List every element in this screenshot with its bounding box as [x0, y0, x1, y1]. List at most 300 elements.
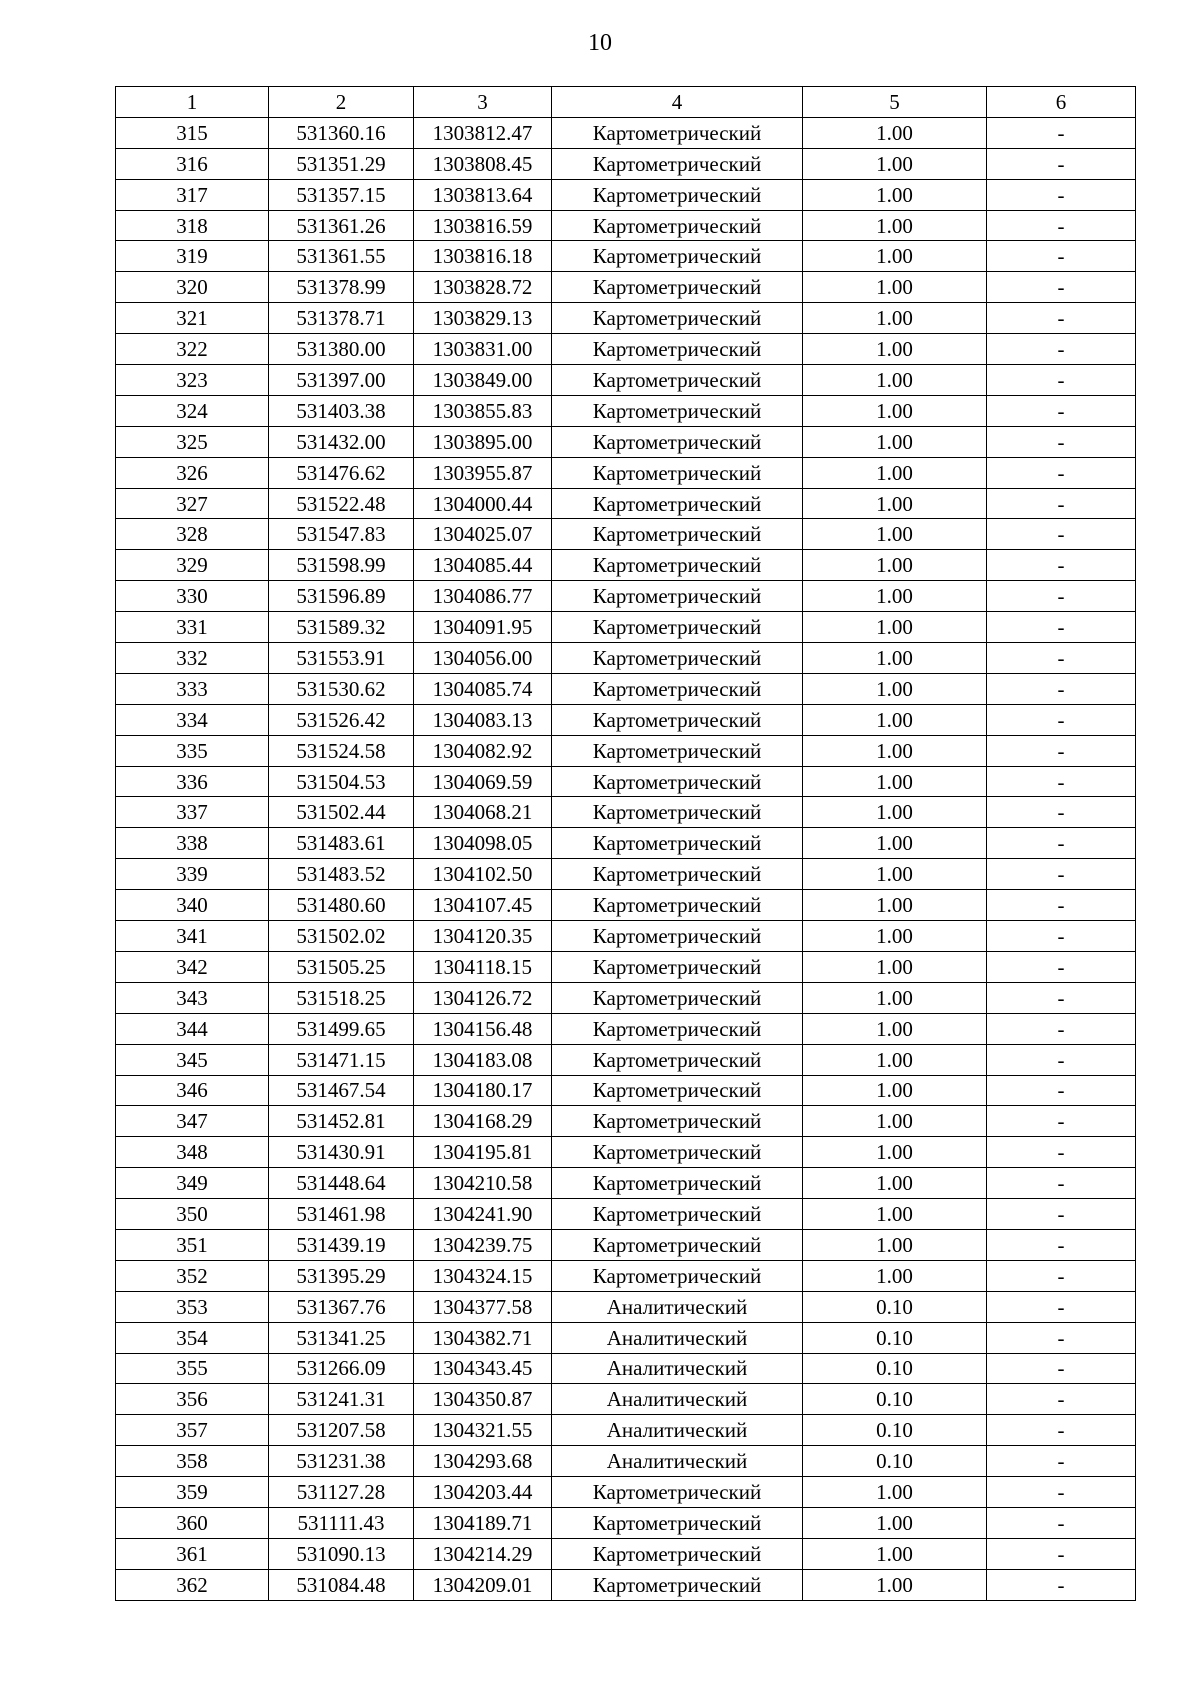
- x-coordinate-cell: 531483.52: [269, 859, 414, 890]
- description-cell: -: [987, 859, 1136, 890]
- accuracy-cell: 1.00: [803, 117, 987, 148]
- accuracy-cell: 1.00: [803, 612, 987, 643]
- table-row: [116, 1291, 1136, 1322]
- point-number-cell: 347: [116, 1106, 269, 1137]
- accuracy-cell: 1.00: [803, 426, 987, 457]
- point-number-cell: 335: [116, 735, 269, 766]
- table-row: [116, 365, 1136, 396]
- point-number-cell: 334: [116, 704, 269, 735]
- x-coordinate-cell: 531361.26: [269, 210, 414, 241]
- y-coordinate-cell: 1304085.74: [414, 673, 552, 704]
- accuracy-cell: 1.00: [803, 1569, 987, 1600]
- description-cell: -: [987, 272, 1136, 303]
- method-cell: Картометрический: [552, 1137, 803, 1168]
- x-coordinate-cell: 531530.62: [269, 673, 414, 704]
- x-coordinate-cell: 531499.65: [269, 1013, 414, 1044]
- point-number-cell: 346: [116, 1075, 269, 1106]
- point-number-cell: 318: [116, 210, 269, 241]
- x-coordinate-cell: 531360.16: [269, 117, 414, 148]
- accuracy-cell: 1.00: [803, 797, 987, 828]
- description-cell: -: [987, 982, 1136, 1013]
- table-row: [116, 766, 1136, 797]
- x-coordinate-cell: 531378.71: [269, 303, 414, 334]
- x-coordinate-cell: 531266.09: [269, 1353, 414, 1384]
- x-coordinate-cell: 531378.99: [269, 272, 414, 303]
- method-cell: Картометрический: [552, 828, 803, 859]
- accuracy-cell: 1.00: [803, 303, 987, 334]
- method-cell: Картометрический: [552, 303, 803, 334]
- description-cell: -: [987, 673, 1136, 704]
- accuracy-cell: 1.00: [803, 148, 987, 179]
- description-cell: -: [987, 1106, 1136, 1137]
- method-cell: Аналитический: [552, 1322, 803, 1353]
- accuracy-cell: 1.00: [803, 550, 987, 581]
- description-cell: -: [987, 395, 1136, 426]
- table-row: [116, 828, 1136, 859]
- description-cell: -: [987, 519, 1136, 550]
- point-number-cell: 326: [116, 457, 269, 488]
- y-coordinate-cell: 1303813.64: [414, 179, 552, 210]
- accuracy-cell: 1.00: [803, 1199, 987, 1230]
- method-cell: Картометрический: [552, 365, 803, 396]
- point-number-cell: 362: [116, 1569, 269, 1600]
- point-number-cell: 353: [116, 1291, 269, 1322]
- table-row: [116, 117, 1136, 148]
- y-coordinate-cell: 1304209.01: [414, 1569, 552, 1600]
- y-coordinate-cell: 1304210.58: [414, 1168, 552, 1199]
- x-coordinate-cell: 531547.83: [269, 519, 414, 550]
- point-number-cell: 339: [116, 859, 269, 890]
- y-coordinate-cell: 1304091.95: [414, 612, 552, 643]
- table-row: [116, 426, 1136, 457]
- table-row: [116, 1199, 1136, 1230]
- table-row: [116, 643, 1136, 674]
- point-number-cell: 325: [116, 426, 269, 457]
- description-cell: -: [987, 1291, 1136, 1322]
- y-coordinate-cell: 1304102.50: [414, 859, 552, 890]
- x-coordinate-cell: 531504.53: [269, 766, 414, 797]
- table-row: [116, 179, 1136, 210]
- description-cell: -: [987, 148, 1136, 179]
- x-coordinate-cell: 531397.00: [269, 365, 414, 396]
- method-cell: Картометрический: [552, 426, 803, 457]
- x-coordinate-cell: 531090.13: [269, 1538, 414, 1569]
- method-cell: Картометрический: [552, 643, 803, 674]
- point-number-cell: 331: [116, 612, 269, 643]
- y-coordinate-cell: 1303812.47: [414, 117, 552, 148]
- table-row: [116, 1229, 1136, 1260]
- accuracy-cell: 0.10: [803, 1415, 987, 1446]
- accuracy-cell: 1.00: [803, 210, 987, 241]
- table-row: [116, 1538, 1136, 1569]
- y-coordinate-cell: 1304203.44: [414, 1477, 552, 1508]
- y-coordinate-cell: 1304107.45: [414, 890, 552, 921]
- point-number-cell: 340: [116, 890, 269, 921]
- description-cell: -: [987, 210, 1136, 241]
- method-cell: Картометрический: [552, 457, 803, 488]
- table-row: [116, 982, 1136, 1013]
- y-coordinate-cell: 1304180.17: [414, 1075, 552, 1106]
- accuracy-cell: 1.00: [803, 735, 987, 766]
- accuracy-cell: 1.00: [803, 1013, 987, 1044]
- y-coordinate-cell: 1304083.13: [414, 704, 552, 735]
- description-cell: -: [987, 1384, 1136, 1415]
- method-cell: Картометрический: [552, 334, 803, 365]
- y-coordinate-cell: 1304382.71: [414, 1322, 552, 1353]
- x-coordinate-cell: 531480.60: [269, 890, 414, 921]
- y-coordinate-cell: 1304343.45: [414, 1353, 552, 1384]
- table-row: [116, 241, 1136, 272]
- accuracy-cell: 1.00: [803, 1538, 987, 1569]
- table-row: [116, 1477, 1136, 1508]
- table-row: [116, 735, 1136, 766]
- point-number-cell: 337: [116, 797, 269, 828]
- description-cell: -: [987, 612, 1136, 643]
- y-coordinate-cell: 1303828.72: [414, 272, 552, 303]
- x-coordinate-cell: 531502.02: [269, 921, 414, 952]
- method-cell: Картометрический: [552, 766, 803, 797]
- method-cell: Картометрический: [552, 581, 803, 612]
- point-number-cell: 341: [116, 921, 269, 952]
- point-number-cell: 360: [116, 1507, 269, 1538]
- table-row: [116, 1260, 1136, 1291]
- x-coordinate-cell: 531361.55: [269, 241, 414, 272]
- accuracy-cell: 1.00: [803, 179, 987, 210]
- table-row: [116, 951, 1136, 982]
- description-cell: -: [987, 1507, 1136, 1538]
- method-cell: Картометрический: [552, 117, 803, 148]
- accuracy-cell: 1.00: [803, 1260, 987, 1291]
- point-number-cell: 322: [116, 334, 269, 365]
- x-coordinate-cell: 531127.28: [269, 1477, 414, 1508]
- accuracy-cell: 1.00: [803, 581, 987, 612]
- accuracy-cell: 1.00: [803, 457, 987, 488]
- table-row: [116, 1075, 1136, 1106]
- accuracy-cell: 1.00: [803, 859, 987, 890]
- description-cell: -: [987, 1322, 1136, 1353]
- y-coordinate-cell: 1304069.59: [414, 766, 552, 797]
- description-cell: -: [987, 241, 1136, 272]
- coordinates-table: [115, 86, 1136, 1601]
- table-header-row: [116, 87, 1136, 118]
- method-cell: Картометрический: [552, 859, 803, 890]
- point-number-cell: 354: [116, 1322, 269, 1353]
- y-coordinate-cell: 1304293.68: [414, 1446, 552, 1477]
- method-cell: Картометрический: [552, 488, 803, 519]
- y-coordinate-cell: 1303808.45: [414, 148, 552, 179]
- point-number-cell: 329: [116, 550, 269, 581]
- point-number-cell: 349: [116, 1168, 269, 1199]
- accuracy-cell: 1.00: [803, 365, 987, 396]
- point-number-cell: 316: [116, 148, 269, 179]
- method-cell: Аналитический: [552, 1415, 803, 1446]
- description-cell: -: [987, 1353, 1136, 1384]
- description-cell: -: [987, 426, 1136, 457]
- y-coordinate-cell: 1304168.29: [414, 1106, 552, 1137]
- point-number-cell: 342: [116, 951, 269, 982]
- x-coordinate-cell: 531522.48: [269, 488, 414, 519]
- accuracy-cell: 1.00: [803, 334, 987, 365]
- x-coordinate-cell: 531351.29: [269, 148, 414, 179]
- description-cell: -: [987, 1199, 1136, 1230]
- x-coordinate-cell: 531596.89: [269, 581, 414, 612]
- point-number-cell: 320: [116, 272, 269, 303]
- method-cell: Картометрический: [552, 951, 803, 982]
- method-cell: Аналитический: [552, 1384, 803, 1415]
- method-cell: Картометрический: [552, 797, 803, 828]
- description-cell: -: [987, 179, 1136, 210]
- method-cell: Картометрический: [552, 148, 803, 179]
- description-cell: -: [987, 951, 1136, 982]
- table-row: [116, 1168, 1136, 1199]
- accuracy-cell: 0.10: [803, 1384, 987, 1415]
- description-cell: -: [987, 1260, 1136, 1291]
- point-number-cell: 317: [116, 179, 269, 210]
- point-number-cell: 348: [116, 1137, 269, 1168]
- accuracy-cell: 1.00: [803, 1229, 987, 1260]
- accuracy-cell: 1.00: [803, 1137, 987, 1168]
- description-cell: -: [987, 1415, 1136, 1446]
- method-cell: Картометрический: [552, 1013, 803, 1044]
- method-cell: Картометрический: [552, 1477, 803, 1508]
- x-coordinate-cell: 531357.15: [269, 179, 414, 210]
- column-header: 1: [116, 87, 269, 118]
- x-coordinate-cell: 531430.91: [269, 1137, 414, 1168]
- y-coordinate-cell: 1303829.13: [414, 303, 552, 334]
- description-cell: -: [987, 1044, 1136, 1075]
- table-row: [116, 1415, 1136, 1446]
- method-cell: Картометрический: [552, 1075, 803, 1106]
- y-coordinate-cell: 1303849.00: [414, 365, 552, 396]
- point-number-cell: 332: [116, 643, 269, 674]
- y-coordinate-cell: 1303895.00: [414, 426, 552, 457]
- point-number-cell: 333: [116, 673, 269, 704]
- description-cell: -: [987, 303, 1136, 334]
- accuracy-cell: 1.00: [803, 488, 987, 519]
- table-row: [116, 921, 1136, 952]
- point-number-cell: 351: [116, 1229, 269, 1260]
- point-number-cell: 321: [116, 303, 269, 334]
- table-row: [116, 272, 1136, 303]
- accuracy-cell: 1.00: [803, 272, 987, 303]
- x-coordinate-cell: 531084.48: [269, 1569, 414, 1600]
- y-coordinate-cell: 1304214.29: [414, 1538, 552, 1569]
- point-number-cell: 344: [116, 1013, 269, 1044]
- accuracy-cell: 1.00: [803, 1507, 987, 1538]
- accuracy-cell: 1.00: [803, 921, 987, 952]
- y-coordinate-cell: 1304126.72: [414, 982, 552, 1013]
- table-row: [116, 1507, 1136, 1538]
- x-coordinate-cell: 531207.58: [269, 1415, 414, 1446]
- point-number-cell: 356: [116, 1384, 269, 1415]
- point-number-cell: 336: [116, 766, 269, 797]
- column-header: 2: [269, 87, 414, 118]
- table-body: [116, 117, 1136, 1600]
- description-cell: -: [987, 334, 1136, 365]
- table-row: [116, 303, 1136, 334]
- y-coordinate-cell: 1304082.92: [414, 735, 552, 766]
- description-cell: -: [987, 365, 1136, 396]
- description-cell: -: [987, 643, 1136, 674]
- y-coordinate-cell: 1304321.55: [414, 1415, 552, 1446]
- accuracy-cell: 1.00: [803, 241, 987, 272]
- x-coordinate-cell: 531231.38: [269, 1446, 414, 1477]
- x-coordinate-cell: 531505.25: [269, 951, 414, 982]
- accuracy-cell: 1.00: [803, 1106, 987, 1137]
- table-row: [116, 890, 1136, 921]
- description-cell: -: [987, 1446, 1136, 1477]
- description-cell: -: [987, 735, 1136, 766]
- y-coordinate-cell: 1304377.58: [414, 1291, 552, 1322]
- description-cell: -: [987, 1137, 1136, 1168]
- x-coordinate-cell: 531461.98: [269, 1199, 414, 1230]
- method-cell: Картометрический: [552, 1538, 803, 1569]
- method-cell: Картометрический: [552, 921, 803, 952]
- method-cell: Картометрический: [552, 210, 803, 241]
- method-cell: Картометрический: [552, 1569, 803, 1600]
- method-cell: Картометрический: [552, 1106, 803, 1137]
- point-number-cell: 338: [116, 828, 269, 859]
- accuracy-cell: 1.00: [803, 519, 987, 550]
- description-cell: -: [987, 921, 1136, 952]
- accuracy-cell: 1.00: [803, 828, 987, 859]
- table-row: [116, 1353, 1136, 1384]
- x-coordinate-cell: 531403.38: [269, 395, 414, 426]
- method-cell: Аналитический: [552, 1291, 803, 1322]
- accuracy-cell: 1.00: [803, 1168, 987, 1199]
- x-coordinate-cell: 531518.25: [269, 982, 414, 1013]
- accuracy-cell: 0.10: [803, 1446, 987, 1477]
- x-coordinate-cell: 531526.42: [269, 704, 414, 735]
- description-cell: -: [987, 828, 1136, 859]
- description-cell: -: [987, 117, 1136, 148]
- y-coordinate-cell: 1304324.15: [414, 1260, 552, 1291]
- point-number-cell: 319: [116, 241, 269, 272]
- table-row: [116, 550, 1136, 581]
- x-coordinate-cell: 531553.91: [269, 643, 414, 674]
- method-cell: Картометрический: [552, 272, 803, 303]
- description-cell: -: [987, 550, 1136, 581]
- accuracy-cell: 1.00: [803, 766, 987, 797]
- table-row: [116, 1013, 1136, 1044]
- table-row: [116, 519, 1136, 550]
- y-coordinate-cell: 1303855.83: [414, 395, 552, 426]
- method-cell: Картометрический: [552, 612, 803, 643]
- point-number-cell: 350: [116, 1199, 269, 1230]
- method-cell: Картометрический: [552, 1260, 803, 1291]
- table-row: [116, 1446, 1136, 1477]
- x-coordinate-cell: 531483.61: [269, 828, 414, 859]
- point-number-cell: 343: [116, 982, 269, 1013]
- table-row: [116, 704, 1136, 735]
- accuracy-cell: 0.10: [803, 1291, 987, 1322]
- y-coordinate-cell: 1304086.77: [414, 581, 552, 612]
- x-coordinate-cell: 531341.25: [269, 1322, 414, 1353]
- method-cell: Картометрический: [552, 550, 803, 581]
- method-cell: Картометрический: [552, 673, 803, 704]
- x-coordinate-cell: 531395.29: [269, 1260, 414, 1291]
- y-coordinate-cell: 1303816.59: [414, 210, 552, 241]
- table-row: [116, 859, 1136, 890]
- x-coordinate-cell: 531432.00: [269, 426, 414, 457]
- accuracy-cell: 1.00: [803, 982, 987, 1013]
- method-cell: Картометрический: [552, 1507, 803, 1538]
- accuracy-cell: 1.00: [803, 951, 987, 982]
- table-row: [116, 673, 1136, 704]
- table-row: [116, 1044, 1136, 1075]
- y-coordinate-cell: 1304241.90: [414, 1199, 552, 1230]
- point-number-cell: 345: [116, 1044, 269, 1075]
- table-row: [116, 1137, 1136, 1168]
- method-cell: Картометрический: [552, 982, 803, 1013]
- x-coordinate-cell: 531476.62: [269, 457, 414, 488]
- y-coordinate-cell: 1304085.44: [414, 550, 552, 581]
- table-row: [116, 457, 1136, 488]
- method-cell: Картометрический: [552, 241, 803, 272]
- description-cell: -: [987, 1229, 1136, 1260]
- description-cell: -: [987, 766, 1136, 797]
- description-cell: -: [987, 890, 1136, 921]
- x-coordinate-cell: 531524.58: [269, 735, 414, 766]
- x-coordinate-cell: 531439.19: [269, 1229, 414, 1260]
- y-coordinate-cell: 1303816.18: [414, 241, 552, 272]
- point-number-cell: 355: [116, 1353, 269, 1384]
- accuracy-cell: 1.00: [803, 643, 987, 674]
- accuracy-cell: 1.00: [803, 704, 987, 735]
- description-cell: -: [987, 488, 1136, 519]
- x-coordinate-cell: 531589.32: [269, 612, 414, 643]
- y-coordinate-cell: 1304025.07: [414, 519, 552, 550]
- description-cell: -: [987, 457, 1136, 488]
- table-row: [116, 334, 1136, 365]
- y-coordinate-cell: 1304183.08: [414, 1044, 552, 1075]
- point-number-cell: 330: [116, 581, 269, 612]
- point-number-cell: 328: [116, 519, 269, 550]
- y-coordinate-cell: 1304098.05: [414, 828, 552, 859]
- y-coordinate-cell: 1304056.00: [414, 643, 552, 674]
- x-coordinate-cell: 531598.99: [269, 550, 414, 581]
- accuracy-cell: 1.00: [803, 1075, 987, 1106]
- x-coordinate-cell: 531471.15: [269, 1044, 414, 1075]
- x-coordinate-cell: 531367.76: [269, 1291, 414, 1322]
- page-number: 10: [588, 30, 612, 56]
- table-row: [116, 581, 1136, 612]
- method-cell: Аналитический: [552, 1446, 803, 1477]
- method-cell: Картометрический: [552, 179, 803, 210]
- point-number-cell: 327: [116, 488, 269, 519]
- table-row: [116, 1569, 1136, 1600]
- point-number-cell: 315: [116, 117, 269, 148]
- method-cell: Картометрический: [552, 735, 803, 766]
- description-cell: -: [987, 1168, 1136, 1199]
- point-number-cell: 358: [116, 1446, 269, 1477]
- y-coordinate-cell: 1304189.71: [414, 1507, 552, 1538]
- y-coordinate-cell: 1303955.87: [414, 457, 552, 488]
- y-coordinate-cell: 1304068.21: [414, 797, 552, 828]
- column-header: 5: [803, 87, 987, 118]
- point-number-cell: 359: [116, 1477, 269, 1508]
- point-number-cell: 352: [116, 1260, 269, 1291]
- column-header: 6: [987, 87, 1136, 118]
- description-cell: -: [987, 797, 1136, 828]
- method-cell: Аналитический: [552, 1353, 803, 1384]
- table-row: [116, 395, 1136, 426]
- x-coordinate-cell: 531448.64: [269, 1168, 414, 1199]
- table-row: [116, 1106, 1136, 1137]
- table-row: [116, 488, 1136, 519]
- y-coordinate-cell: 1304195.81: [414, 1137, 552, 1168]
- description-cell: -: [987, 1538, 1136, 1569]
